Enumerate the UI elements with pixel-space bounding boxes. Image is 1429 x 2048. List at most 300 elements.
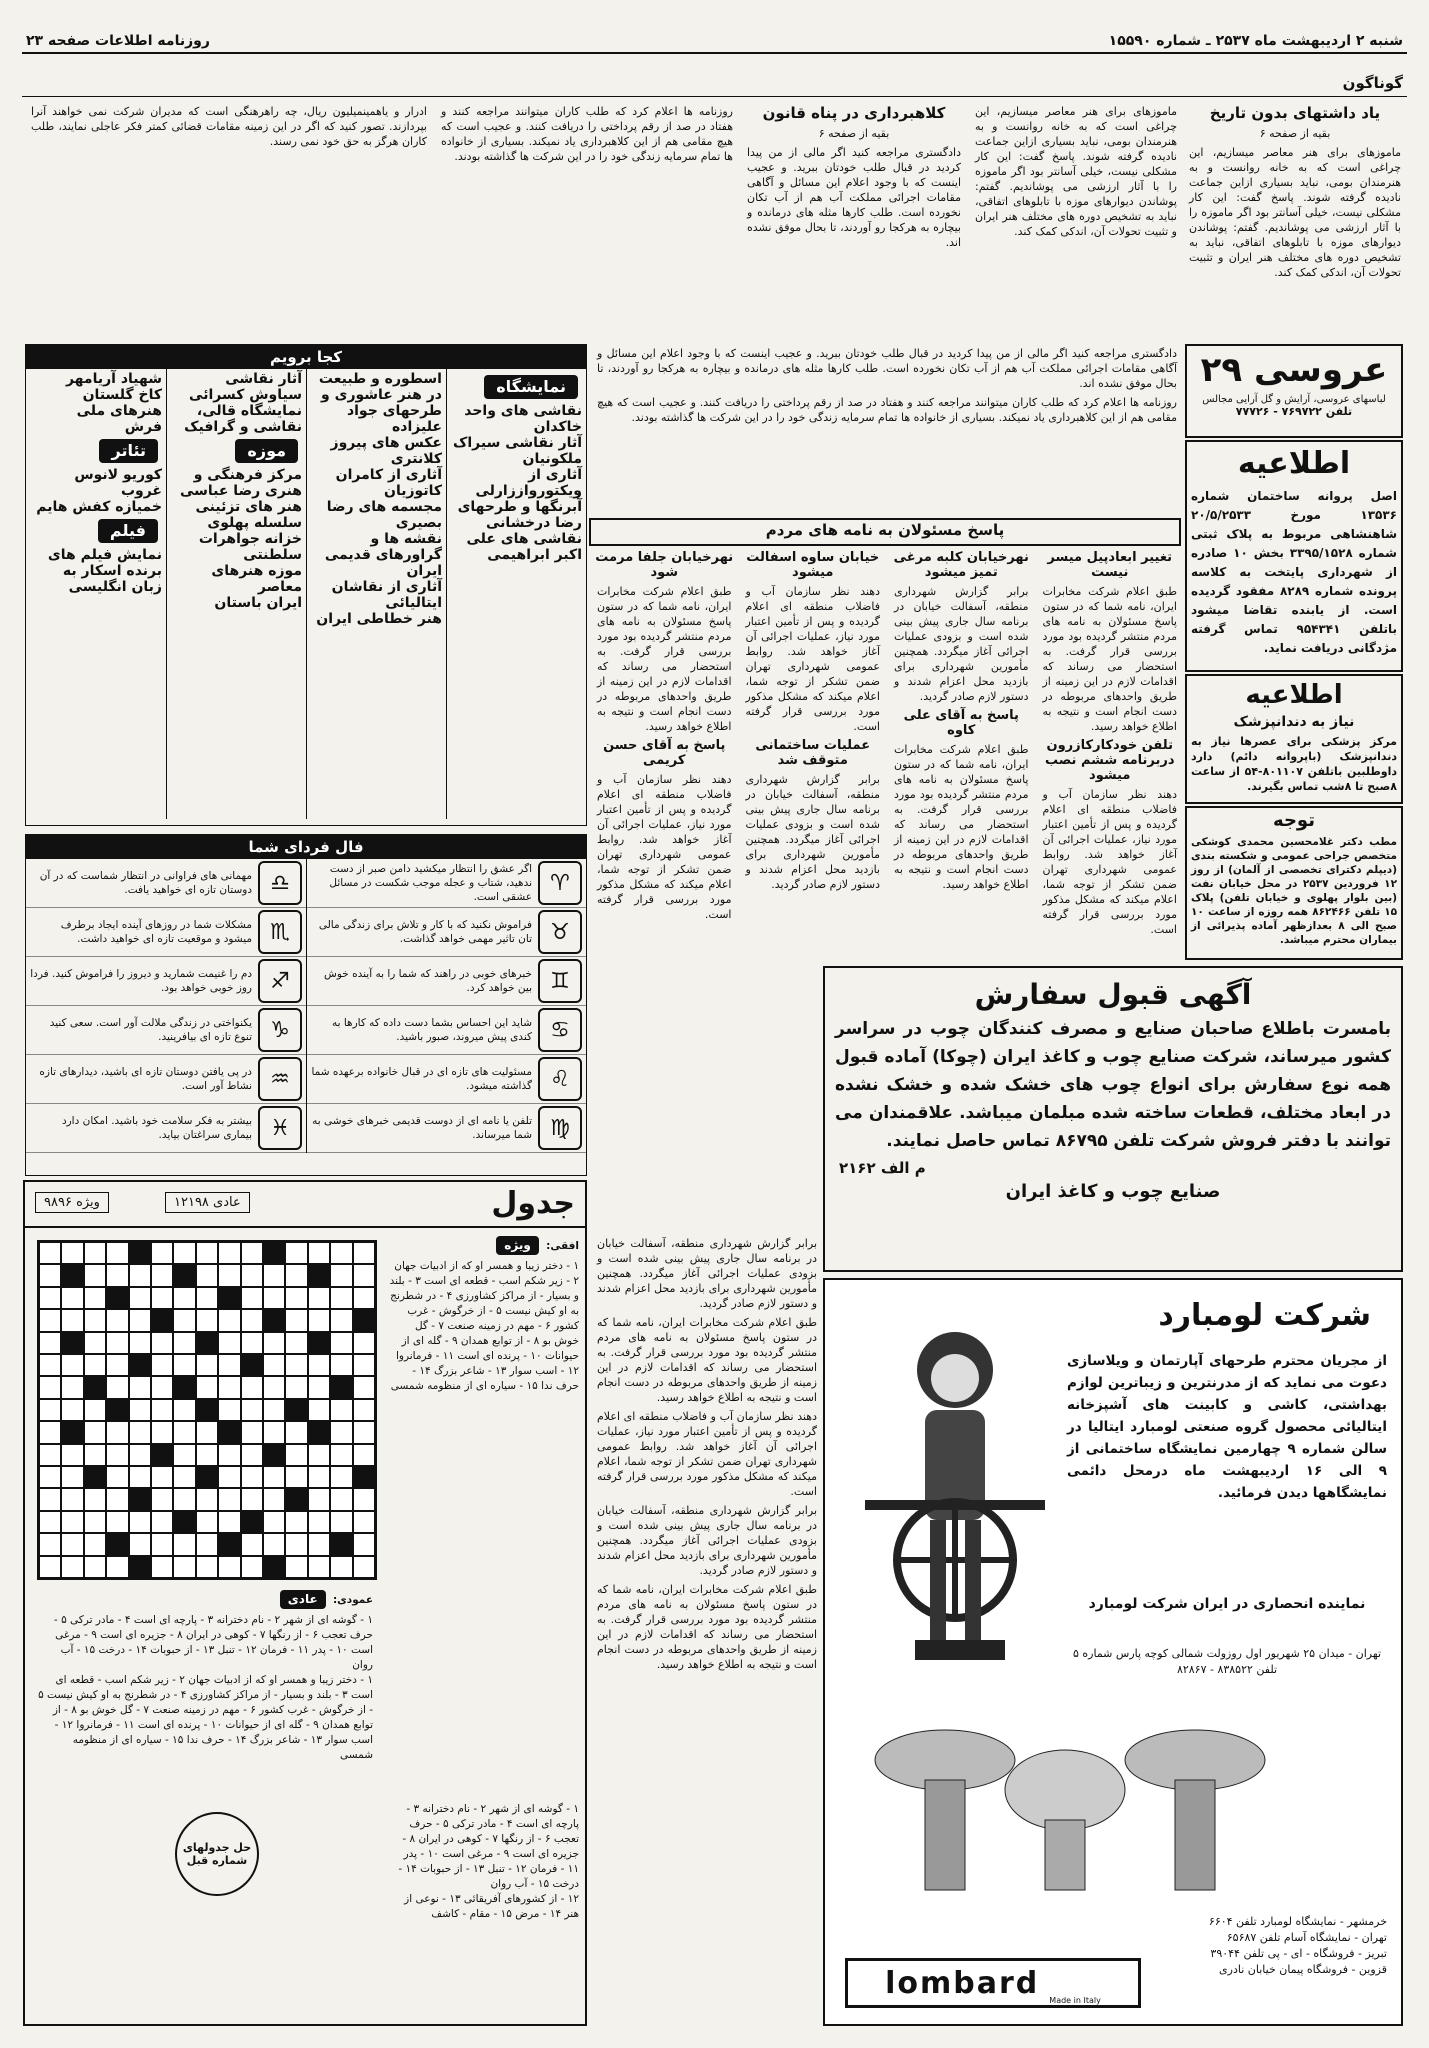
crossword-cell[interactable] [84, 1533, 106, 1555]
crossword-cell[interactable] [39, 1376, 61, 1398]
crossword-cell[interactable] [151, 1376, 173, 1398]
crossword-cell[interactable] [106, 1332, 128, 1354]
crossword-block [263, 1309, 285, 1331]
crossword-cell[interactable] [151, 1488, 173, 1510]
crossword-cell[interactable] [263, 1421, 285, 1443]
crossword-cell[interactable] [39, 1556, 61, 1578]
notice-title: اطلاعیه [1237, 446, 1351, 481]
crossword-cell[interactable] [151, 1533, 173, 1555]
crossword-cell[interactable] [151, 1354, 173, 1376]
listing-title: نمایش فیلم های برنده اسکار به زبان انگلیسی [47, 547, 162, 595]
crossword-cell[interactable] [196, 1511, 218, 1533]
museum-label: موزه [235, 439, 298, 463]
crossword-cell[interactable] [151, 1287, 173, 1309]
crossword-cell[interactable] [196, 1354, 218, 1376]
crossword-cell[interactable] [84, 1242, 106, 1264]
crossword-cell[interactable] [61, 1466, 83, 1488]
crossword-cell[interactable] [151, 1399, 173, 1421]
crossword-cell[interactable] [330, 1488, 352, 1510]
listing-title: فرش [124, 419, 162, 435]
crossword-cell[interactable] [84, 1332, 106, 1354]
crossword-block [263, 1444, 285, 1466]
notice-title: اطلاعیه [1245, 680, 1343, 710]
response-text: برابر گزارش شهرداری منطقه، آسفالت خیابان در برنامه سال جاری پیش بینی شده است و بزودی عملیات اجرائی آغاز میگردد. همچنین مأمورین شهرداری برای بازدید محل اعزام شدند و دستور لازم صادر گردید. [894, 585, 1029, 703]
crossword-cell[interactable] [330, 1511, 352, 1533]
crossword-block [218, 1421, 240, 1443]
ad-sub: لباسهای عروسی، آرایش و گل آرایی مجالس [1202, 394, 1386, 405]
crossword-cell[interactable] [39, 1287, 61, 1309]
response-text: برابر گزارش شهرداری منطقه، آسفالت خیابان در برنامه سال جاری پیش بینی شده است و بزودی عملیات اجرائی آغاز میگردد. همچنین مأمورین شهرداری برای بازدید محل اعزام شدند و دستور لازم صادر گردید. [597, 1237, 817, 1310]
crossword-cell[interactable] [196, 1444, 218, 1466]
crossword-cell[interactable] [39, 1309, 61, 1331]
crossword-cell[interactable] [61, 1354, 83, 1376]
clue-text: ۱۲ - از کشورهای آفریقائی ۱۳ - نوعی از هنر ۱۴ - مرض ۱۵ - مقام - کاشف [404, 1893, 579, 1920]
response-headline: پاسخ به آقای حسن کریمی [603, 738, 726, 768]
crossword-cell[interactable] [308, 1466, 330, 1488]
crossword-cell[interactable] [330, 1287, 352, 1309]
crossword-cell[interactable] [308, 1376, 330, 1398]
exhibition-label: نمایشگاه [484, 375, 578, 399]
crossword-cell[interactable] [61, 1556, 83, 1578]
article-body: ماموزهای برای هنر معاصر میسازیم، این چراغی است که به خانه روانست و به هنرمندان بومی، نباید بسیاری ازاین جماعت نادیده گرفته شوند. پاسخ گفت: این کار مشکلی نیست، خیلی آسانتر بود اگر ماموزه را با آثار ارزشی می پوشاندیم. گفتم: پوشاندن دیوارهای موزه با تابلوهای اتفاقی، نباید به تشخیص دوره های مختلف هنر ایران و تثبیت تحولات آن، اندکی کمک کند. [975, 105, 1177, 238]
listing-title: آثار نقاشی سیراک ملکونیان [453, 435, 582, 467]
crossword-cell[interactable] [173, 1421, 195, 1443]
article-col-5 [27, 102, 431, 338]
horoscope-text: شاید این احساس بشما دست داده که کارها به کندی پیش میروند، صبور باشید. [331, 1017, 532, 1043]
response-headline: نهرخیابان جلفا مرمت شود [595, 550, 734, 580]
crossword-cell[interactable] [61, 1533, 83, 1555]
article-body: ادرار و یاهمینمیلیون ریال، چه راهرهنگی است که مدیران شرکت نمی خواهند آنرا بپردازند. تصور کنید که اگر در این زمینه مقامات قضائی کمتر فکر عاجلی نمایند، طلب کاران هرگز به حق خود نمی رسند. [31, 105, 427, 148]
response-headline: تغییر ابعادپیل میسر نیست [1047, 550, 1173, 580]
child-illustration [845, 1300, 1065, 1690]
crossword-cell[interactable] [84, 1488, 106, 1510]
crossword-cell[interactable] [196, 1287, 218, 1309]
crossword-cell[interactable] [285, 1242, 307, 1264]
crossword-cell[interactable] [330, 1421, 352, 1443]
crossword-cell[interactable] [241, 1332, 263, 1354]
crossword-cell[interactable] [151, 1332, 173, 1354]
crossword-cell[interactable] [330, 1309, 352, 1331]
crossword-cell[interactable] [308, 1354, 330, 1376]
crossword-cell[interactable] [106, 1354, 128, 1376]
crossword-cell[interactable] [308, 1556, 330, 1578]
crossword-cell[interactable] [308, 1444, 330, 1466]
crossword-cell[interactable] [330, 1354, 352, 1376]
crossword-cell[interactable] [241, 1264, 263, 1286]
response-text: طبق اعلام شرکت مخابرات ایران، نامه شما که در ستون پاسخ مسئولان به نامه های مردم منتشر گردیده بود مورد بررسی قرار گرفت. به استحضار می رساند که اقدامات لازم در این زمینه از طریق واحدهای مربوطه در دست انجام است و نتیجه به اطلاع خواهد رسید. [597, 585, 732, 733]
crossword-cell[interactable] [39, 1488, 61, 1510]
crossword-cell[interactable] [308, 1533, 330, 1555]
response-text: طبق اعلام شرکت مخابرات ایران، نامه شما که در ستون پاسخ مسئولان به نامه های مردم منتشر گردیده بود مورد بررسی قرار گرفت. به استحضار می رساند که اقدامات لازم در این زمینه از طریق واحدهای مربوطه در دست انجام است و نتیجه به اطلاع خواهد رسید. [1042, 585, 1177, 733]
crossword-cell[interactable] [241, 1488, 263, 1510]
notice-body: اصل پروانه ساختمان شماره ۱۳۵۳۶ مورخ ۲۰/۵/۲۵۳۳ شاهنشاهی مربوط به پلاک ثبتی شماره ۳۳۹۵/۱۵۲۸ بخش ۱۰ صادره از شهرداری پایتخت به کلاسه پرونده شماره ۸۲۸۹ مفقود گردیده است. از یابنده تقاضا میشود باتلفن ۹۵۴۳۴۱ تماس گرفته مژدگانی دریافت نماید. [1191, 489, 1398, 655]
crossword-cell[interactable] [61, 1444, 83, 1466]
kojaa-col [306, 369, 446, 819]
crossword-cell[interactable] [196, 1264, 218, 1286]
crossword-cell[interactable] [353, 1354, 375, 1376]
crossword-cell[interactable] [330, 1332, 352, 1354]
crossword-cell[interactable] [39, 1399, 61, 1421]
crossword-cell[interactable] [106, 1242, 128, 1264]
lombard-agent: نماینده انحصاری در ایران شرکت لومبارد [1088, 1596, 1366, 1612]
crossword-cell[interactable] [353, 1287, 375, 1309]
crossword-block [263, 1556, 285, 1578]
crossword-cell[interactable] [353, 1444, 375, 1466]
crossword-cell[interactable] [39, 1242, 61, 1264]
branch-item: خرمشهر - نمایشگاه لومبارد تلفن ۶۶۰۴ [1208, 1915, 1387, 1928]
crossword-cell[interactable] [61, 1488, 83, 1510]
crossword-cell[interactable] [285, 1264, 307, 1286]
listing-title: غروب [120, 483, 162, 499]
listing-title: مجسمه های رضا بصیری [326, 499, 442, 531]
horoscope-text: مشکلات شما در روزهای آینده ایجاد برطرف میشود و موقعیت تازه ای خواهید داشت. [60, 919, 252, 945]
crossword-cell[interactable] [129, 1444, 151, 1466]
gemini-icon: ♊ [538, 959, 582, 1003]
crossword-cell[interactable] [173, 1533, 195, 1555]
crossword-block [129, 1242, 151, 1264]
crossword-cell[interactable] [330, 1556, 352, 1578]
crossword-block [196, 1466, 218, 1488]
notice-body: مرکز پزشکی برای عصرها نیاز به دندانپزشک (باپروانه دائم) دارد داوطلبین باتلفن ۸۰۱۱۰۷-۵۴ از ساعت ۸صبح تا ۸شب تماس بگیرند. [1191, 735, 1397, 793]
response-text: دهند نظر سازمان آب و فاضلاب منطقه ای اعلام گردیده و پس از تأمین اعتبار مورد نیاز، عملیات اجرائی آن آغاز خواهد شد. روابط عمومی شهرداری تهران ضمن تشکر از توجه شما، اعلام میکند که مشکل مذکور مورد بررسی قرار گرفته است. [1042, 788, 1177, 936]
response-headline: عملیات ساختمانی متوقف شد [755, 738, 871, 768]
horoscope-text: دم را غنیمت شمارید و دیروز را فراموش کنید. فردا روز خوبی خواهد بود. [30, 968, 252, 994]
crossword-cell[interactable] [61, 1309, 83, 1331]
article-body: دادگستری مراجعه کنید اگر مالی از من پیدا کردید در قبال طلب خودتان ببرید. و عجیب اینست که با وجود اعلام این مسائل و آگاهی مقامات اجرائی مملکت آب هم از آب تکان نخورده است. طلب کارها مثله های درمانده و بیچاره به هرکجا رو آوردند، تا بحال موفق نشده اند. [597, 347, 1177, 390]
listing-title: نمایشگاه قالی، نقاشی و گرافیک [184, 403, 302, 435]
crossword-cell[interactable] [285, 1287, 307, 1309]
crossword-cell[interactable] [84, 1287, 106, 1309]
crossword-cell[interactable] [173, 1287, 195, 1309]
crossword-cell[interactable] [285, 1466, 307, 1488]
crossword-cell[interactable] [106, 1556, 128, 1578]
crossword-cell[interactable] [173, 1309, 195, 1331]
crossword-cell[interactable] [61, 1511, 83, 1533]
horoscope-item [307, 1055, 586, 1104]
crossword-cell[interactable] [308, 1488, 330, 1510]
crossword-cell[interactable] [129, 1332, 151, 1354]
page-number: روزنامه اطلاعات صفحه ۲۳ [26, 33, 210, 49]
crossword-cell[interactable] [353, 1556, 375, 1578]
crossword-cell[interactable] [39, 1332, 61, 1354]
divider [22, 96, 1407, 97]
crossword-cell[interactable] [84, 1511, 106, 1533]
crossword-cell[interactable] [241, 1444, 263, 1466]
crossword-cell[interactable] [151, 1466, 173, 1488]
where-to-go [25, 344, 587, 826]
listing-title: اسطوره و طبیعت در هنر عاشوری و طرحهای جواد علیزاده [318, 371, 442, 435]
crossword-cell[interactable] [308, 1242, 330, 1264]
crossword-cell[interactable] [353, 1242, 375, 1264]
crossword-cell[interactable] [263, 1399, 285, 1421]
crossword-cell[interactable] [106, 1309, 128, 1331]
crossword-cell[interactable] [151, 1264, 173, 1286]
crossword-cell[interactable] [285, 1533, 307, 1555]
crossword-cell[interactable] [353, 1399, 375, 1421]
page-header [22, 30, 1407, 54]
crossword-block [241, 1511, 263, 1533]
crossword-cell[interactable] [173, 1444, 195, 1466]
crossword-block [106, 1533, 128, 1555]
responses-col [890, 548, 1033, 939]
crossword-cell[interactable] [218, 1309, 240, 1331]
crossword-cell[interactable] [218, 1376, 240, 1398]
aquarius-icon: ♒ [258, 1057, 302, 1101]
crossword-cell[interactable] [61, 1399, 83, 1421]
clue-text: ۱ - گوشه ای از شهر ۲ - نام دخترانه ۳ - پارچه ای است ۴ - مادر ترکی ۵ - حرف تعجب ۶ - از رنگها ۷ - کوهی در ایران ۸ - جزیره ای است ۹ - مرغی است ۱۰ - پدر ۱۱ - فرمان ۱۲ - تنبل ۱۳ - از حبوبات ۱۴ - درخت ۱۵ - آب روان [53, 1614, 373, 1671]
crossword-cell[interactable] [106, 1421, 128, 1443]
kojaa-col [26, 369, 166, 819]
crossword-cell[interactable] [196, 1421, 218, 1443]
crossword-cell[interactable] [218, 1399, 240, 1421]
response-text: دهند نظر سازمان آب و فاضلاب منطقه ای اعلام گردیده و پس از تأمین اعتبار مورد نیاز، عملیات اجرائی آن آغاز خواهد شد. روابط عمومی شهرداری تهران ضمن تشکر از توجه شما، اعلام میکند که مشکل مذکور مورد بررسی قرار گرفته است. [597, 1410, 817, 1498]
crossword-cell[interactable] [330, 1242, 352, 1264]
crossword-cell[interactable] [129, 1264, 151, 1286]
crossword-number: ویژه ۹۸۹۶ [35, 1192, 109, 1213]
crossword-cell[interactable] [129, 1309, 151, 1331]
crossword-cell[interactable] [285, 1332, 307, 1354]
horoscope [25, 834, 587, 1176]
lombard-address: تهران - میدان ۲۵ شهریور اول روزولت شمالی کوچه پارس شماره ۵ تلفن ۸۳۸۵۲۲ - ۸۲۸۶۷ [1072, 1647, 1382, 1676]
crossword-cell[interactable] [285, 1421, 307, 1443]
ad-notice-3 [1185, 806, 1403, 960]
crossword-cell[interactable] [353, 1488, 375, 1510]
crossword-cell[interactable] [285, 1309, 307, 1331]
crossword-cell[interactable] [218, 1444, 240, 1466]
horoscope-item [26, 908, 306, 957]
crossword-cell[interactable] [308, 1511, 330, 1533]
crossword-cell[interactable] [263, 1511, 285, 1533]
crossword-cell[interactable] [151, 1511, 173, 1533]
listing-title: آثاری از نقاشان ایتالیائی [331, 579, 442, 611]
crossword-block [353, 1309, 375, 1331]
listing-title: نقاشی های واحد خاکدان [464, 403, 582, 435]
crossword-cell[interactable] [39, 1444, 61, 1466]
crossword-cell[interactable] [84, 1421, 106, 1443]
crossword-cell[interactable] [353, 1421, 375, 1443]
crossword-cell[interactable] [330, 1264, 352, 1286]
responses-col [593, 548, 736, 939]
crossword-cell[interactable] [218, 1242, 240, 1264]
crossword-cell[interactable] [218, 1354, 240, 1376]
crossword-cell[interactable] [353, 1264, 375, 1286]
section-title: گوناگون [1342, 74, 1403, 92]
crossword-cell[interactable] [173, 1332, 195, 1354]
crossword-cell[interactable] [151, 1556, 173, 1578]
crossword-block [218, 1533, 240, 1555]
listing-title: سلسله پهلوی [207, 515, 302, 531]
crossword-cell[interactable] [173, 1466, 195, 1488]
crossword-cell[interactable] [151, 1421, 173, 1443]
crossword-block [61, 1421, 83, 1443]
crossword-cell[interactable] [241, 1376, 263, 1398]
crossword-cell[interactable] [173, 1242, 195, 1264]
crossword-cell[interactable] [308, 1287, 330, 1309]
crossword-cell[interactable] [61, 1287, 83, 1309]
crossword-cell[interactable] [218, 1466, 240, 1488]
libra-icon: ♎ [258, 861, 302, 905]
sagittarius-icon: ♐ [258, 959, 302, 1003]
notice-sub: نیاز به دندانپزشک [1233, 714, 1355, 730]
crossword-cell[interactable] [196, 1242, 218, 1264]
across-title: افقی: [546, 1240, 579, 1252]
crossword-cell[interactable] [353, 1511, 375, 1533]
crossword-cell[interactable] [241, 1242, 263, 1264]
crossword-cell[interactable] [263, 1287, 285, 1309]
crossword-cell[interactable] [263, 1533, 285, 1555]
crossword-cell[interactable] [218, 1332, 240, 1354]
branch-item: تبریز - فروشگاه - ای - پی تلفن ۳۹۰۴۴ [1210, 1947, 1387, 1960]
horoscope-col [306, 859, 586, 1153]
horoscope-title: فال فردای شما [26, 835, 586, 859]
crossword-cell[interactable] [241, 1309, 263, 1331]
crossword-cell[interactable] [173, 1488, 195, 1510]
crossword-cell[interactable] [285, 1376, 307, 1398]
horoscope-col [26, 859, 306, 1153]
crossword-cell[interactable] [241, 1466, 263, 1488]
crossword-cell[interactable] [285, 1511, 307, 1533]
crossword-cell[interactable] [84, 1264, 106, 1286]
crossword-cell[interactable] [129, 1511, 151, 1533]
crossword-cell[interactable] [196, 1488, 218, 1510]
crossword-block [84, 1466, 106, 1488]
crossword-cell[interactable] [129, 1421, 151, 1443]
crossword-cell[interactable] [263, 1264, 285, 1286]
crossword-cell[interactable] [263, 1332, 285, 1354]
crossword-cell[interactable] [285, 1556, 307, 1578]
crossword-cell[interactable] [196, 1309, 218, 1331]
crossword-cell[interactable] [241, 1556, 263, 1578]
crossword-cell[interactable] [84, 1309, 106, 1331]
crossword-cell[interactable] [308, 1399, 330, 1421]
crossword-cell[interactable] [353, 1376, 375, 1398]
crossword-cell[interactable] [61, 1376, 83, 1398]
crossword-cell[interactable] [285, 1444, 307, 1466]
crossword-cell[interactable] [263, 1354, 285, 1376]
special-label: ویژه [496, 1236, 539, 1255]
crossword-cell[interactable] [263, 1466, 285, 1488]
article-title: کلاهبرداری در پناه قانون [762, 104, 946, 122]
crossword-cell[interactable] [84, 1444, 106, 1466]
crossword-cell[interactable] [330, 1399, 352, 1421]
crossword-cell[interactable] [218, 1488, 240, 1510]
response-headline: پاسخ به آقای علی کاوه [903, 708, 1019, 738]
crossword-cell[interactable] [241, 1287, 263, 1309]
crossword-cell[interactable] [129, 1399, 151, 1421]
scorpio-icon: ♏ [258, 910, 302, 954]
responses-header [589, 518, 1181, 546]
listing-title: هنر های تزئینی [195, 499, 302, 515]
crossword-cell[interactable] [84, 1399, 106, 1421]
crossword-cell[interactable] [106, 1376, 128, 1398]
crossword-cell[interactable] [129, 1466, 151, 1488]
crossword-cell[interactable] [218, 1511, 240, 1533]
crossword-cell[interactable] [84, 1556, 106, 1578]
crossword-cell[interactable] [129, 1533, 151, 1555]
crossword-cell[interactable] [241, 1421, 263, 1443]
horoscope-text: اگر عشق را انتظار میکشید دامن صبر از دست ندهید، شتاب و عجله موجب شکست در مسائل عشقی است. [329, 863, 532, 903]
crossword-cell[interactable] [129, 1287, 151, 1309]
crossword-cell[interactable] [330, 1466, 352, 1488]
crossword-cell[interactable] [129, 1376, 151, 1398]
crossword-cell[interactable] [106, 1264, 128, 1286]
crossword-cell[interactable] [39, 1533, 61, 1555]
crossword-block [285, 1399, 307, 1421]
crossword-cell[interactable] [196, 1533, 218, 1555]
crossword-cell[interactable] [353, 1533, 375, 1555]
crossword-cell[interactable] [39, 1421, 61, 1443]
tender-body: بامسرت باطلاع صاحبان صنایع و مصرف کنندگان چوب در سراسر کشور میرساند، شرکت صنایع چوب و کاغذ ایران (چوکا) آماده قبول همه نوع سفارش برای انواع چوب های خشک شده و خشک نشده در ابعاد مختلف، قطعات ساخته شده مبلمان میباشد. علاقمندان می توانند با دفتر فروش شرکت تلفن ۸۶۷۹۵ تماس حاصل نمایند. [835, 1019, 1391, 1151]
listing-title: خمیازه کفش هایم [36, 499, 162, 515]
crossword-block [129, 1556, 151, 1578]
crossword-cell[interactable] [241, 1399, 263, 1421]
horoscope-grid [26, 859, 586, 1153]
solution-badge: حل جدولهای شماره قبل [175, 1812, 259, 1896]
crossword-cell[interactable] [39, 1264, 61, 1286]
crossword-cell[interactable] [106, 1511, 128, 1533]
listing-title: عکس های پیروز کلانتری [330, 435, 442, 467]
crossword-cell[interactable] [106, 1444, 128, 1466]
responses-title: پاسخ مسئولان به نامه های مردم [765, 521, 1005, 539]
crossword-cell[interactable] [61, 1242, 83, 1264]
kojaa-col [166, 369, 306, 819]
crossword-cell[interactable] [39, 1511, 61, 1533]
lombard-logo [845, 1958, 1141, 2008]
responses-continuation [593, 1234, 821, 2022]
crossword-cell[interactable] [173, 1399, 195, 1421]
crossword-cell[interactable] [218, 1264, 240, 1286]
crossword-cell[interactable] [196, 1556, 218, 1578]
crossword-block [330, 1376, 352, 1398]
crossword-cell[interactable] [173, 1354, 195, 1376]
crossword-cell[interactable] [106, 1488, 128, 1510]
crossword-cell[interactable] [285, 1354, 307, 1376]
ad-phone: تلفن ۷۶۹۷۲۲ - ۷۷۷۲۶ [1235, 405, 1353, 418]
crossword-cell[interactable] [173, 1556, 195, 1578]
crossword-cell[interactable] [39, 1466, 61, 1488]
article-subtitle: بقیه از صفحه ۶ [1259, 127, 1331, 140]
crossword-cell[interactable] [218, 1556, 240, 1578]
notice-body: مطب دکتر غلامحسین محمدی کوشکی متخصص جراحی عمومی و شکسته بندی (دیپلم دکترای تخصصی از آلمان) از روز ۱۲ فروردین ۲۵۳۷ در محل خیابان نفت (بین بلوار پهلوی و خیابان تلفن) پلاک ۱۵ تلفن ۸۶۲۴۶۶ همه روزه از ساعت ۱۰ صبح الی ۸ بعدازظهر آماده پذیرائی از بیماران محترم میباشد. [1191, 836, 1398, 946]
crossword-cell[interactable] [151, 1242, 173, 1264]
listing-title: مرکز فرهنگی و هنری رضا عباسی [179, 467, 302, 499]
crossword-cell[interactable] [330, 1444, 352, 1466]
article-body: روزنامه ها اعلام کرد که طلب کاران میتوانند مراجعه کنند و هفتاد در صد از رقم پرداختی را دریافت کنند. و عجیب است که هیچ مقامی هم از این کلاهبرداری یاد نمیکند. بسیاری از خانواده ها تمام سرمایه زندگی خود را در این شرکت ها گذاشته بودند. [441, 105, 733, 163]
horoscope-item [307, 1006, 586, 1055]
crossword-cell[interactable] [263, 1488, 285, 1510]
crossword-cell[interactable] [106, 1466, 128, 1488]
article-title: یاد داشتهای بدون تاریخ [1209, 104, 1381, 122]
crossword-cell[interactable] [263, 1376, 285, 1398]
crossword-cell[interactable] [353, 1332, 375, 1354]
crossword-cell[interactable] [196, 1376, 218, 1398]
horoscope-item [307, 859, 586, 908]
crossword-cell[interactable] [308, 1309, 330, 1331]
crossword-cell[interactable] [39, 1354, 61, 1376]
crossword-block [61, 1332, 83, 1354]
horoscope-text: خبرهای خوبی در راهند که شما را به آینده خوش بین خواهد کرد. [324, 968, 532, 994]
branch-item: قزوین - فروشگاه پیمان خیابان نادری [1219, 1963, 1387, 1976]
crossword-cell[interactable] [84, 1354, 106, 1376]
response-text: طبق اعلام شرکت مخابرات ایران، نامه شما که در ستون پاسخ مسئولان به نامه های مردم منتشر گردیده بود مورد بررسی قرار گرفت. به استحضار می رساند که اقدامات لازم در این زمینه از طریق واحدهای مربوطه در دست انجام است و نتیجه به اطلاع خواهد رسید. [597, 1583, 817, 1671]
horoscope-item [307, 908, 586, 957]
crossword-cell[interactable] [241, 1533, 263, 1555]
horoscope-item [26, 859, 306, 908]
article-body: دادگستری مراجعه کنید اگر مالی از من پیدا کردید در قبال طلب خودتان ببرید. و عجیب اینست که با وجود اعلام این مسائل و آگاهی مقامات اجرائی مملکت آب هم از آب تکان نخورده است. طلب کارها مثله های درمانده و بیچاره به هرکجا رو آوردند، تا بحال موفق نشده اند. [747, 146, 961, 249]
issue-date: شنبه ۲ اردیبهشت ماه ۲۵۳۷ ـ شماره ۱۵۵۹۰ [1108, 33, 1403, 49]
ad-title: عروسی ۲۹ [1200, 350, 1388, 390]
down-clues [37, 1586, 373, 1763]
